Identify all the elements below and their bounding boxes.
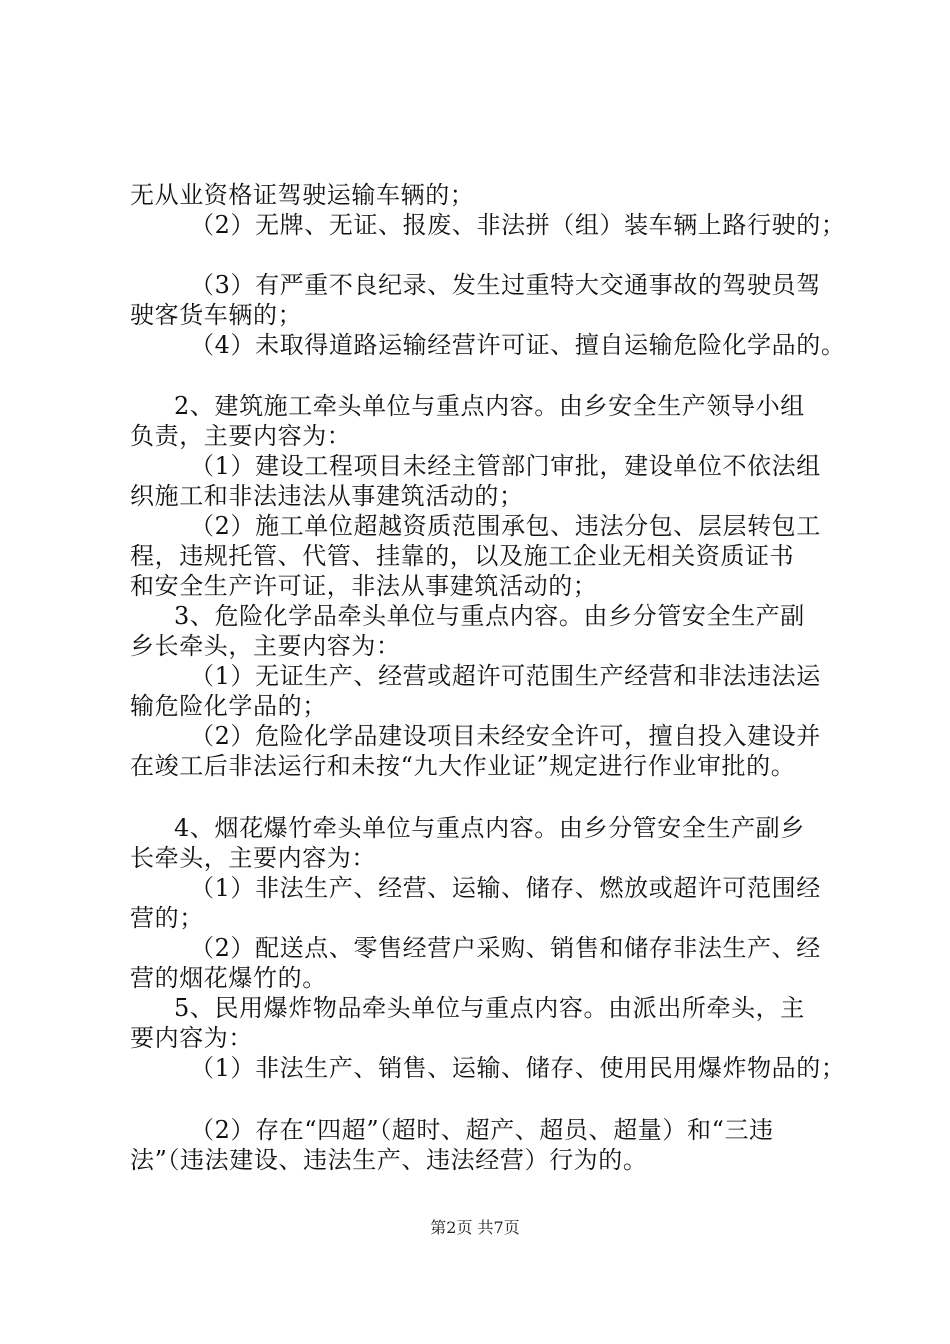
paragraph-line: （2）配送点、零售经营户采购、销售和储存非法生产、经: [190, 934, 821, 962]
page-number-footer: 第2页 共7页: [430, 1218, 520, 1237]
paragraph-line: （1）非法生产、销售、运输、储存、使用民用爆炸物品的；: [190, 1054, 846, 1082]
paragraph-line: （2）存在“四超”（超时、超产、超员、超量）和“三违: [190, 1116, 774, 1144]
paragraph-line: 乡长牵头，主要内容为：: [130, 632, 401, 660]
paragraph-line: 法”（违法建设、违法生产、违法经营）行为的。: [130, 1146, 648, 1174]
paragraph-line: （1）非法生产、经营、运输、储存、燃放或超许可范围经: [190, 874, 821, 902]
paragraph-line: 营的；: [130, 904, 204, 932]
paragraph-line: 驶客货车辆的；: [130, 301, 303, 329]
section-heading-line: 4、烟花爆竹牵头单位与重点内容。由乡分管安全生产副乡: [174, 814, 805, 842]
paragraph-line: 长牵头，主要内容为：: [130, 844, 376, 872]
paragraph-line: （4）未取得道路运输经营许可证、擅自运输危险化学品的。: [190, 331, 846, 359]
paragraph-line: （2）施工单位超越资质范围承包、违法分包、层层转包工: [190, 512, 821, 540]
paragraph-line: 营的烟花爆竹的。: [130, 964, 327, 992]
paragraph-line: 输危险化学品的；: [130, 692, 327, 720]
paragraph-line: 在竣工后非法运行和未按“九大作业证”规定进行作业审批的。: [130, 752, 796, 780]
paragraph-line: （2）无牌、无证、报废、非法拼（组）装车辆上路行驶的；: [190, 211, 846, 239]
section-heading-line: 2、建筑施工牵头单位与重点内容。由乡安全生产领导小组: [174, 392, 805, 420]
paragraph-line: 程，违规托管、代管、挂靠的，以及施工企业无相关资质证书: [130, 542, 795, 570]
paragraph-line: 要内容为：: [130, 1024, 253, 1052]
paragraph-line: 负责，主要内容为：: [130, 422, 352, 450]
paragraph-line: 织施工和非法违法从事建筑活动的；: [130, 482, 524, 510]
paragraph-line: 无从业资格证驾驶运输车辆的；: [130, 181, 475, 209]
paragraph-line: 和安全生产许可证，非法从事建筑活动的；: [130, 572, 598, 600]
paragraph-line: （3）有严重不良纪录、发生过重特大交通事故的驾驶员驾: [190, 271, 821, 299]
paragraph-line: （1）无证生产、经营或超许可范围生产经营和非法违法运: [190, 662, 821, 690]
section-heading-line: 5、民用爆炸物品牵头单位与重点内容。由派出所牵头，主: [174, 994, 805, 1022]
paragraph-line: （1）建设工程项目未经主管部门审批，建设单位不依法组: [190, 452, 821, 480]
section-heading-line: 3、危险化学品牵头单位与重点内容。由乡分管安全生产副: [174, 602, 805, 630]
paragraph-line: （2）危险化学品建设项目未经安全许可，擅自投入建设并: [190, 722, 821, 750]
